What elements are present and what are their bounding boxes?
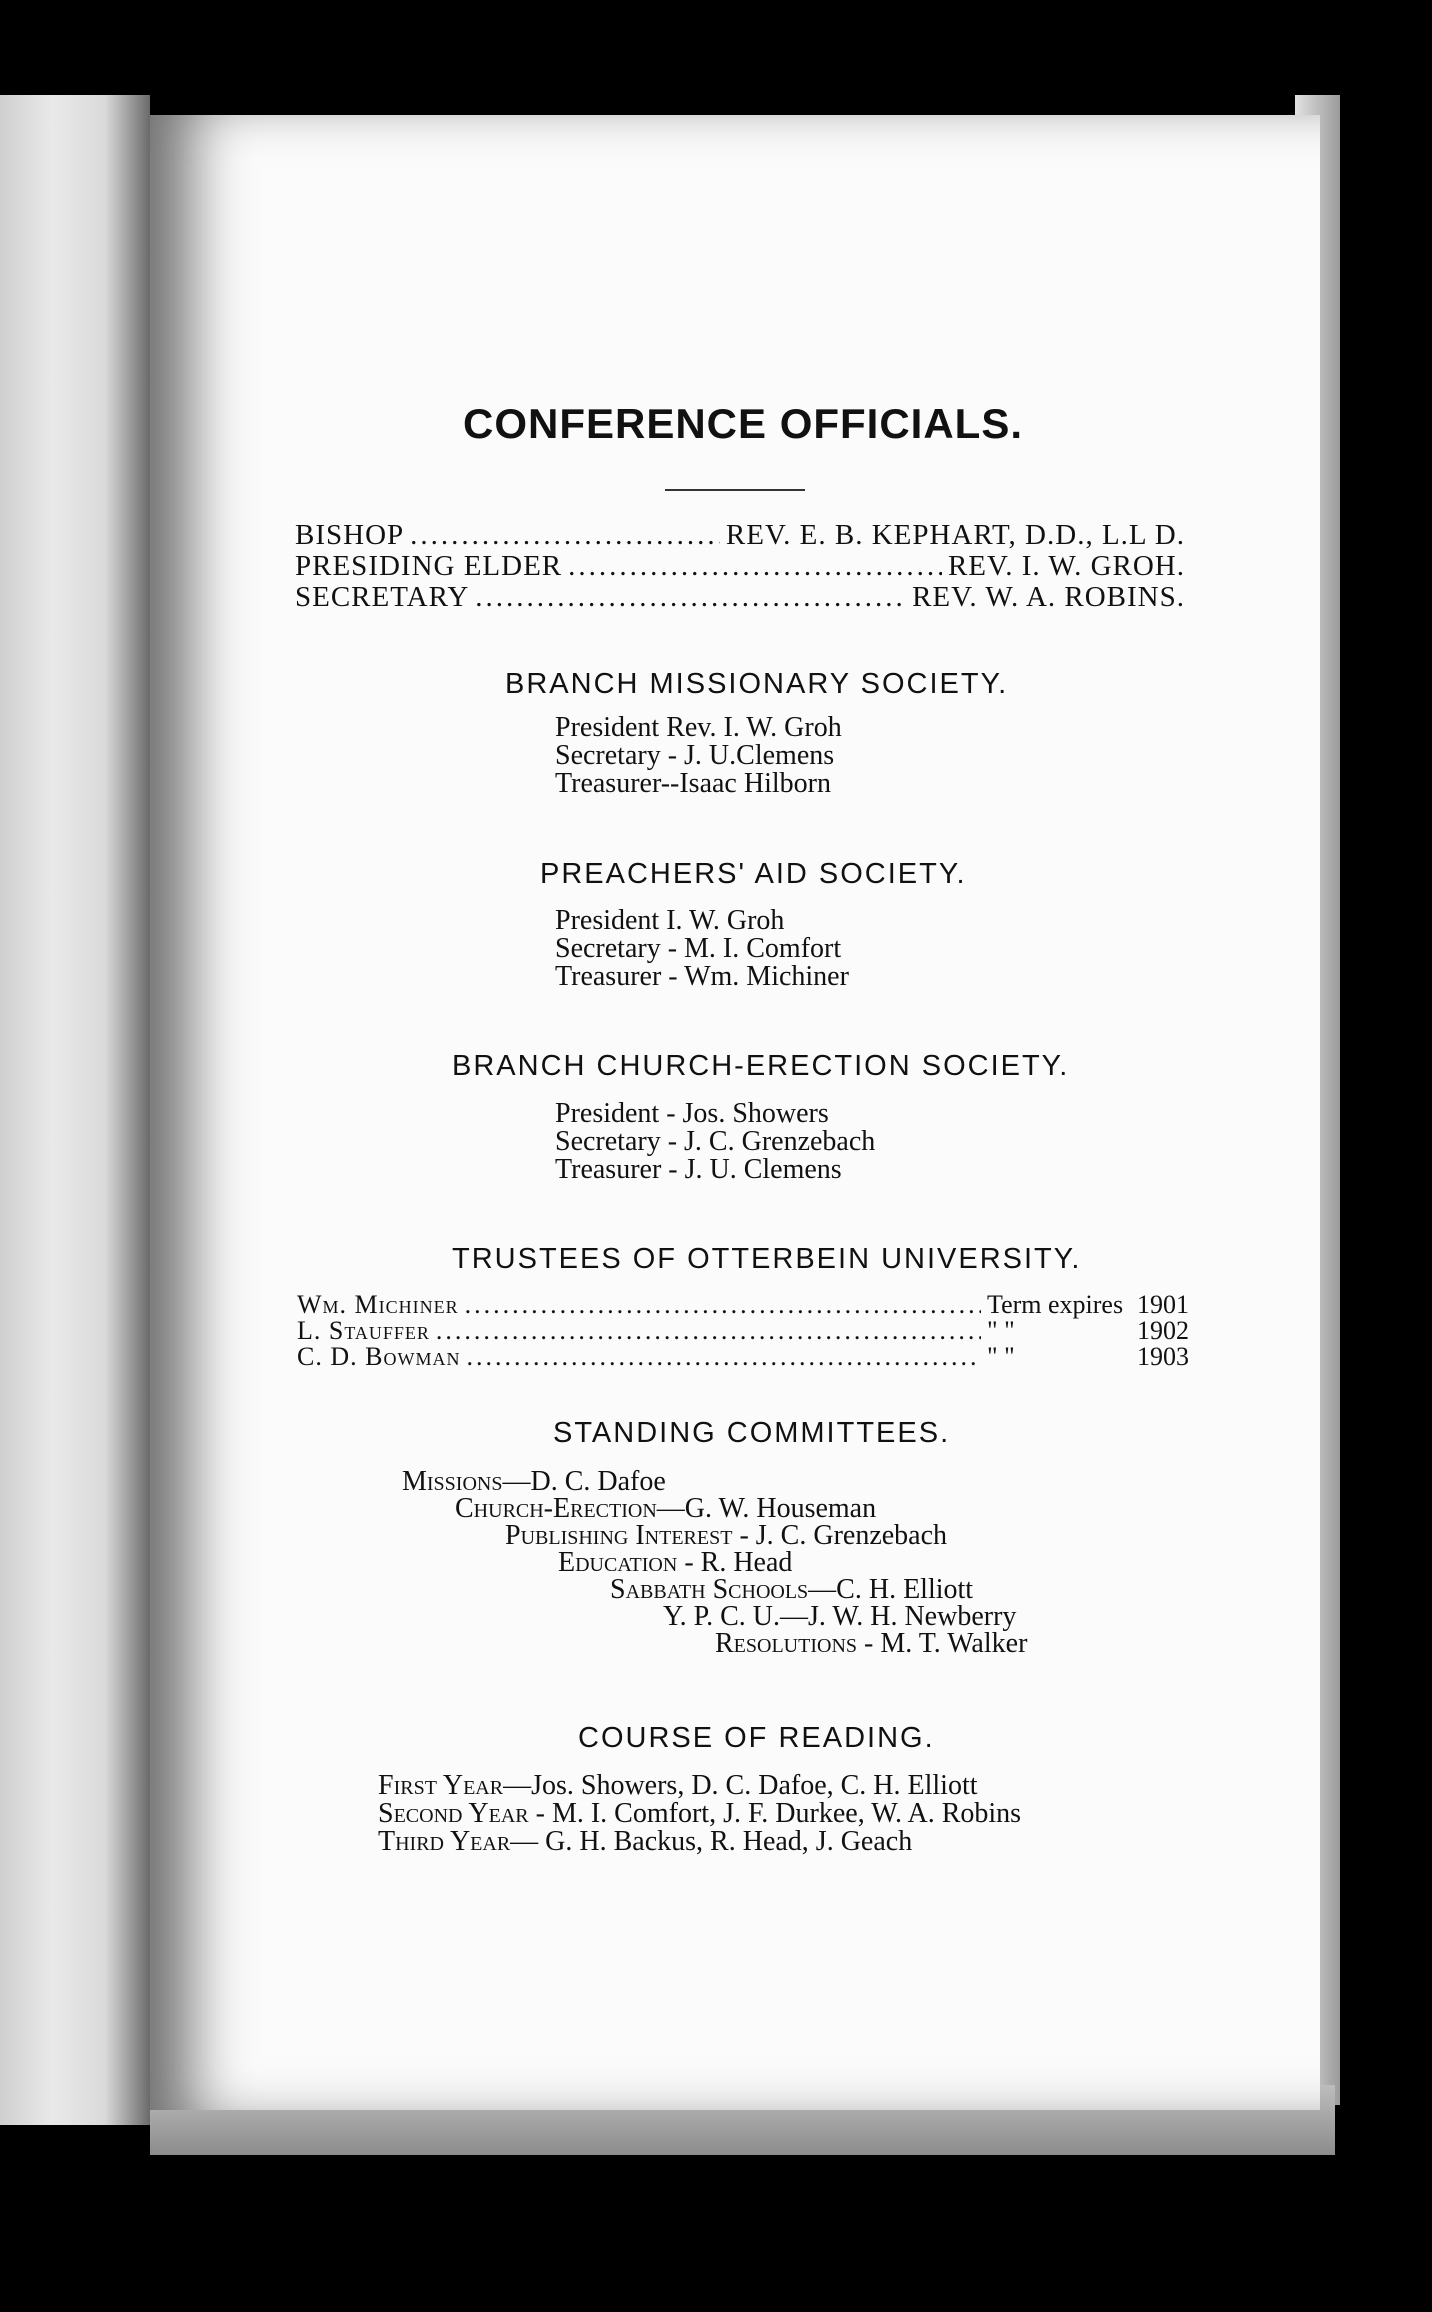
official-row-bishop — [295, 520, 1185, 550]
leader-dots — [568, 551, 942, 581]
title-divider — [665, 489, 805, 491]
reading-first-year — [378, 1772, 978, 1800]
committee-publishing-interest — [505, 1522, 947, 1550]
committee-members: —G. W. Houseman — [656, 1493, 877, 1524]
official-value: REV. I. W. GROH. — [947, 550, 1185, 582]
trustee-year: 1901 — [1137, 1290, 1189, 1319]
branch-missionary-secretary: Secretary - J. U.Clemens — [555, 740, 835, 771]
official-row-secretary — [295, 582, 1185, 612]
official-label: SECRETARY — [295, 581, 470, 613]
leader-dots — [410, 520, 720, 550]
preachers-aid-heading: PREACHERS' AID SOCIETY. — [540, 858, 967, 890]
committee-education — [558, 1549, 792, 1577]
trustee-term: Term expires — [987, 1290, 1124, 1319]
official-value: REV. W. A. ROBINS. — [912, 581, 1185, 613]
leader-dots — [436, 1318, 981, 1344]
church-erection-heading: BRANCH CHURCH-ERECTION SOCIETY. — [452, 1050, 1070, 1082]
church-erection-president: President - Jos. Showers — [555, 1098, 829, 1129]
official-label: BISHOP — [295, 519, 405, 551]
preachers-aid-secretary: Secretary - M. I. Comfort — [555, 933, 842, 964]
committee-members: —D. C. Dafoe — [502, 1466, 666, 1497]
facing-page — [0, 95, 150, 2125]
official-row-presiding-elder — [295, 551, 1185, 581]
reading-label: First Year — [378, 1770, 504, 1801]
preachers-aid-treasurer: Treasurer - Wm. Michiner — [555, 961, 849, 992]
committee-label: Sabbath Schools — [610, 1574, 809, 1605]
trustee-name: C. D. Bowman — [297, 1342, 461, 1371]
leader-dots — [465, 1292, 981, 1318]
trustee-name: Wm. Michiner — [297, 1290, 459, 1319]
committee-ypcu — [663, 1603, 1016, 1631]
trustee-row — [297, 1344, 1187, 1370]
trustee-term: " " — [987, 1342, 1015, 1371]
committee-members: - J. C. Grenzebach — [732, 1520, 948, 1551]
trustee-year: 1902 — [1137, 1316, 1189, 1345]
course-of-reading-heading: COURSE OF READING. — [578, 1722, 935, 1754]
reading-label: Third Year — [378, 1826, 511, 1857]
committee-church-erection — [455, 1495, 876, 1523]
reading-members: —Jos. Showers, D. C. Dafoe, C. H. Elliott — [503, 1770, 978, 1801]
committee-members: - M. T. Walker — [857, 1628, 1028, 1659]
leader-dots — [475, 582, 906, 612]
committee-members: —C. H. Elliott — [808, 1574, 974, 1605]
church-erection-treasurer: Treasurer - J. U. Clemens — [555, 1154, 842, 1185]
preachers-aid-president: President I. W. Groh — [555, 905, 785, 936]
reading-members: — G. H. Backus, R. Head, J. Geach — [510, 1826, 913, 1857]
trustee-row — [297, 1318, 1187, 1344]
committee-members: —J. W. H. Newberry — [779, 1601, 1017, 1632]
trustee-name: L. Stauffer — [297, 1316, 430, 1345]
trustee-year: 1903 — [1137, 1342, 1189, 1371]
reading-second-year — [378, 1800, 1021, 1828]
branch-missionary-heading: BRANCH MISSIONARY SOCIETY. — [505, 668, 1009, 700]
committee-sabbath-schools — [610, 1576, 973, 1604]
leader-dots — [466, 1344, 981, 1370]
branch-missionary-president: President Rev. I. W. Groh — [555, 712, 842, 743]
committee-label: Education — [558, 1547, 678, 1578]
page-title: CONFERENCE OFFICIALS. — [463, 400, 1024, 447]
committee-resolutions — [715, 1630, 1027, 1658]
trustee-term: " " — [987, 1316, 1015, 1345]
committee-label: Y. P. C. U. — [663, 1601, 780, 1632]
committee-label: Resolutions — [715, 1628, 858, 1659]
church-erection-secretary: Secretary - J. C. Grenzebach — [555, 1126, 876, 1157]
reading-third-year — [378, 1828, 912, 1856]
reading-members: - M. I. Comfort, J. F. Durkee, W. A. Robins — [528, 1798, 1022, 1829]
committee-label: Church-Erection — [455, 1493, 657, 1524]
committee-label: Publishing Interest — [505, 1520, 733, 1551]
official-value: REV. E. B. KEPHART, D.D., L.L D. — [725, 519, 1185, 551]
trustees-heading: TRUSTEES OF OTTERBEIN UNIVERSITY. — [452, 1243, 1082, 1275]
committee-label: Missions — [402, 1466, 503, 1497]
reading-label: Second Year — [378, 1798, 529, 1829]
standing-committees-heading: STANDING COMMITTEES. — [553, 1417, 951, 1449]
branch-missionary-treasurer: Treasurer--Isaac Hilborn — [555, 768, 831, 799]
committee-missions — [402, 1468, 666, 1496]
committee-members: - R. Head — [677, 1547, 793, 1578]
official-label: PRESIDING ELDER — [295, 550, 563, 582]
trustee-row — [297, 1292, 1187, 1318]
